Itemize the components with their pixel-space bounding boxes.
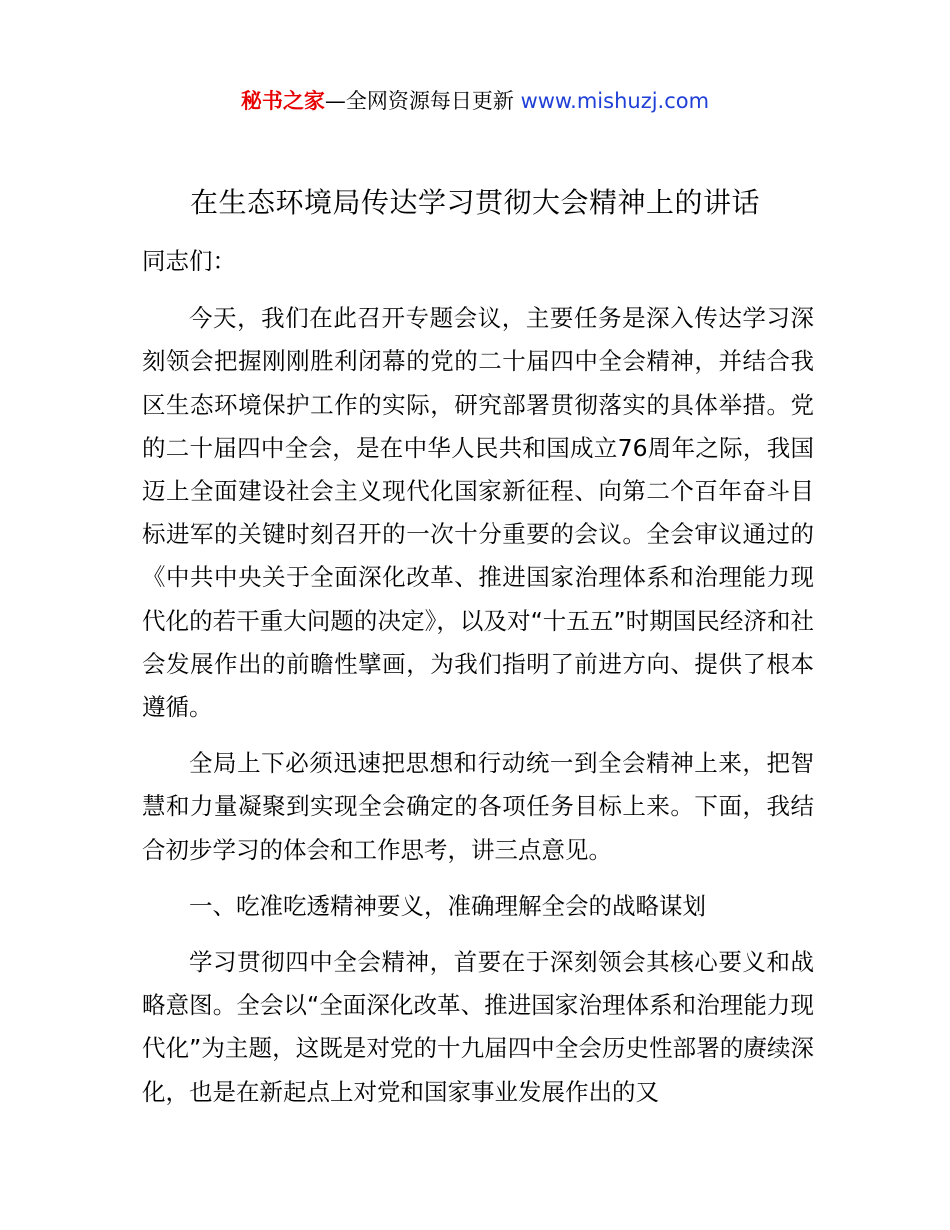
site-tagline: —全网资源每日更新 xyxy=(324,89,521,113)
site-brand: 秘书之家 xyxy=(240,89,325,113)
paragraph-3: 学习贯彻四中全会精神，首要在于深刻领会其核心要义和战略意图。全会以“全面深化改革、推进国家治理体系和治理能力现代化”为主题，这既是对党的十九届四中全会历史性部署的赓续深化，也是在新起点上对党和国家事业发展作出的又 xyxy=(142,948,814,1106)
site-banner xyxy=(0,86,950,116)
site-url-link[interactable]: www.mishuzj.com xyxy=(520,89,710,113)
document-body xyxy=(142,240,814,1127)
paragraph-2: 全局上下必须迅速把思想和行动统一到全会精神上来，把智慧和力量凝聚到实现全会确定的各项任务目标上来。下面，我结合初步学习的体会和工作思考，讲三点意见。 xyxy=(142,749,814,864)
section-heading-1: 一、吃准吃透精神要义，准确理解全会的战略谋划 xyxy=(189,891,706,920)
paragraph-1: 今天，我们在此召开专题会议，主要任务是深入传达学习深刻领会把握刚刚胜利闭幕的党的二十届四中全会精神，并结合我区生态环境保护工作的实际，研究部署贯彻落实的具体举措。党的二十届四中全会，是在中华人民共和国成立76周年之际，我国迈上全面建设社会主义现代化国家新征程、向第二个百年奋斗目标进军的关键时刻召开的一次十分重要的会议。全会审议通过的《中共中央关于全面深化改革、推进国家治理体系和治理能力现代化的若干重大问题的决定》，以及对“十五五”时期国民经济和社会发展作出的前瞻性擘画，为我们指明了前进方向、提供了根本遵循。 xyxy=(142,304,814,722)
greeting: 同志们： xyxy=(142,247,236,275)
document-title: 在生态环境局传达学习贯彻大会精神上的讲话 xyxy=(189,186,760,219)
